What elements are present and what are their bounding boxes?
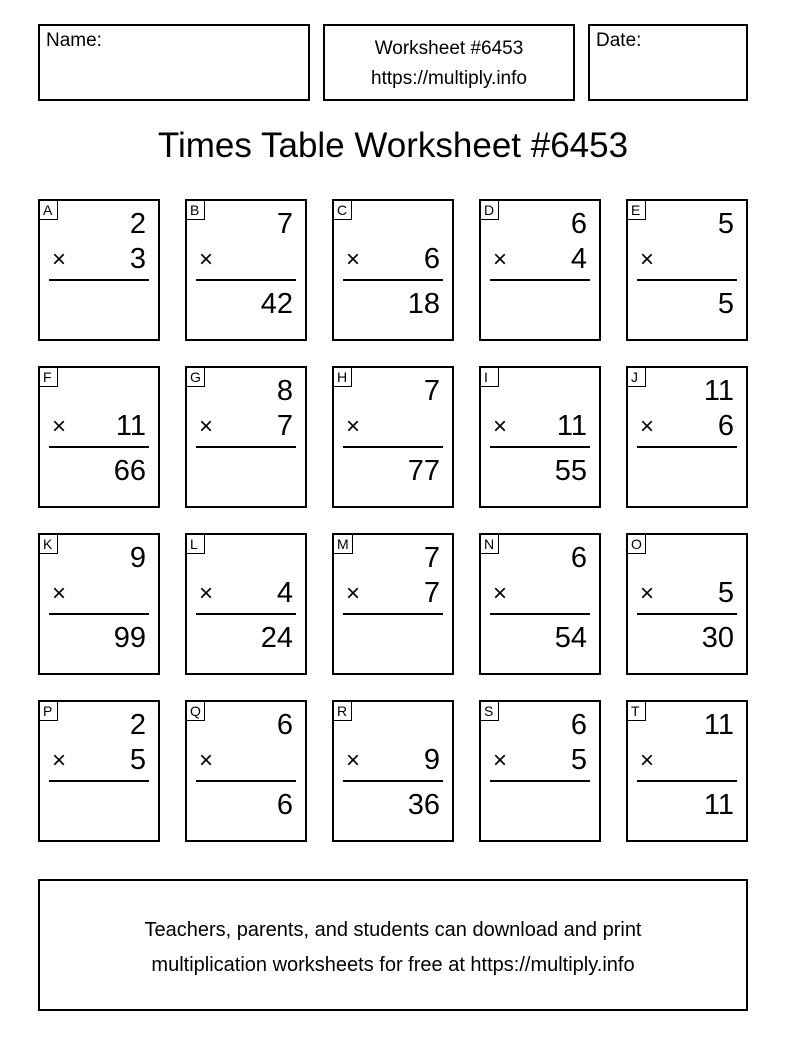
problem-m[interactable] <box>332 533 454 675</box>
problem-d[interactable] <box>479 199 601 341</box>
times-symbol: × <box>52 246 67 273</box>
bottom-factor: 6 <box>423 243 440 275</box>
answer-value: 77 <box>407 455 440 487</box>
times-symbol: × <box>199 413 214 440</box>
answer-line <box>49 780 149 782</box>
answer-value: 99 <box>113 622 146 654</box>
bottom-factor: 5 <box>717 577 734 609</box>
problem-n[interactable] <box>479 533 601 675</box>
problem-letter: O <box>628 535 646 554</box>
problem-letter: P <box>40 702 58 721</box>
footer-line-2: multiplication worksheets for free at https://multiply.info <box>151 954 635 976</box>
answer-value: 24 <box>260 622 293 654</box>
problem-k[interactable] <box>38 533 160 675</box>
bottom-factor: 5 <box>129 744 146 776</box>
problem-letter: L <box>187 535 205 554</box>
top-factor: 9 <box>129 542 146 574</box>
top-factor: 2 <box>129 208 146 240</box>
times-symbol: × <box>640 246 655 273</box>
times-symbol: × <box>52 747 67 774</box>
answer-line <box>343 279 443 281</box>
bottom-factor: 5 <box>570 744 587 776</box>
problem-letter: C <box>334 201 352 220</box>
problem-letter: R <box>334 702 352 721</box>
answer-line <box>49 613 149 615</box>
problem-letter: D <box>481 201 499 220</box>
problem-letter: H <box>334 368 352 387</box>
times-symbol: × <box>640 580 655 607</box>
date-label: Date: <box>596 30 642 51</box>
times-symbol: × <box>346 246 361 273</box>
problem-letter: S <box>481 702 499 721</box>
times-symbol: × <box>346 580 361 607</box>
times-symbol: × <box>640 747 655 774</box>
answer-line <box>637 613 737 615</box>
answer-line <box>49 279 149 281</box>
answer-line <box>49 446 149 448</box>
problem-letter: J <box>628 368 646 387</box>
answer-line <box>196 613 296 615</box>
problem-letter: I <box>481 368 499 387</box>
top-factor: 6 <box>276 709 293 741</box>
problem-letter: E <box>628 201 646 220</box>
problem-letter: B <box>187 201 205 220</box>
footer-line-1: Teachers, parents, and students can download and print <box>144 919 642 941</box>
problem-t[interactable] <box>626 700 748 842</box>
times-symbol: × <box>493 747 508 774</box>
times-symbol: × <box>346 747 361 774</box>
answer-value: 18 <box>407 288 440 320</box>
name-field-box[interactable] <box>38 24 310 101</box>
problem-letter: A <box>40 201 58 220</box>
answer-line <box>637 780 737 782</box>
top-factor: 6 <box>570 208 587 240</box>
problem-f[interactable] <box>38 366 160 508</box>
problem-o[interactable] <box>626 533 748 675</box>
times-symbol: × <box>199 747 214 774</box>
answer-value: 55 <box>554 455 587 487</box>
problem-g[interactable] <box>185 366 307 508</box>
answer-value: 66 <box>113 455 146 487</box>
times-symbol: × <box>640 413 655 440</box>
answer-value: 30 <box>701 622 734 654</box>
problem-letter: F <box>40 368 58 387</box>
problem-letter: G <box>187 368 205 387</box>
top-factor: 5 <box>717 208 734 240</box>
problem-j[interactable] <box>626 366 748 508</box>
page-title: Times Table Worksheet #6453 <box>157 126 629 165</box>
problem-r[interactable] <box>332 700 454 842</box>
problem-l[interactable] <box>185 533 307 675</box>
bottom-factor: 4 <box>276 577 293 609</box>
answer-value: 11 <box>703 789 734 821</box>
times-symbol: × <box>493 246 508 273</box>
times-symbol: × <box>199 580 214 607</box>
answer-value: 54 <box>554 622 587 654</box>
top-factor: 7 <box>423 542 440 574</box>
top-factor: 6 <box>570 709 587 741</box>
bottom-factor: 11 <box>556 410 587 442</box>
times-symbol: × <box>493 580 508 607</box>
answer-line <box>490 780 590 782</box>
worksheet-id-box <box>323 24 575 101</box>
top-factor: 6 <box>570 542 587 574</box>
top-factor: 11 <box>703 375 734 407</box>
problem-b[interactable] <box>185 199 307 341</box>
answer-line <box>490 279 590 281</box>
date-field-box[interactable] <box>588 24 748 101</box>
problem-a[interactable] <box>38 199 160 341</box>
bottom-factor: 11 <box>115 410 146 442</box>
problem-h[interactable] <box>332 366 454 508</box>
problem-letter: N <box>481 535 499 554</box>
times-symbol: × <box>52 413 67 440</box>
answer-line <box>637 279 737 281</box>
bottom-factor: 9 <box>423 744 440 776</box>
bottom-factor: 7 <box>276 410 293 442</box>
problem-e[interactable] <box>626 199 748 341</box>
name-label: Name: <box>46 30 102 51</box>
problem-i[interactable] <box>479 366 601 508</box>
answer-line <box>343 780 443 782</box>
top-factor: 7 <box>276 208 293 240</box>
bottom-factor: 7 <box>423 577 440 609</box>
times-symbol: × <box>493 413 508 440</box>
problem-c[interactable] <box>332 199 454 341</box>
answer-line <box>196 780 296 782</box>
answer-line <box>490 613 590 615</box>
answer-line <box>196 446 296 448</box>
problem-letter: K <box>40 535 58 554</box>
top-factor: 8 <box>276 375 293 407</box>
footer-note <box>38 879 748 1011</box>
times-symbol: × <box>346 413 361 440</box>
answer-value: 6 <box>276 789 293 821</box>
times-symbol: × <box>52 580 67 607</box>
problem-letter: M <box>334 535 353 554</box>
answer-value: 42 <box>260 288 293 320</box>
problem-letter: Q <box>187 702 205 721</box>
answer-line <box>637 446 737 448</box>
problem-p[interactable] <box>38 700 160 842</box>
top-factor: 2 <box>129 709 146 741</box>
answer-value: 36 <box>407 789 440 821</box>
problem-s[interactable] <box>479 700 601 842</box>
answer-line <box>490 446 590 448</box>
answer-value: 5 <box>717 288 734 320</box>
bottom-factor: 4 <box>570 243 587 275</box>
problem-letter: T <box>628 702 646 721</box>
answer-line <box>196 279 296 281</box>
answer-line <box>343 613 443 615</box>
bottom-factor: 3 <box>129 243 146 275</box>
problem-q[interactable] <box>185 700 307 842</box>
top-factor: 7 <box>423 375 440 407</box>
bottom-factor: 6 <box>717 410 734 442</box>
answer-line <box>343 446 443 448</box>
top-factor: 11 <box>703 709 734 741</box>
times-symbol: × <box>199 246 214 273</box>
worksheet-number: Worksheet #6453 <box>374 38 524 59</box>
worksheet-url: https://multiply.info <box>371 68 527 89</box>
